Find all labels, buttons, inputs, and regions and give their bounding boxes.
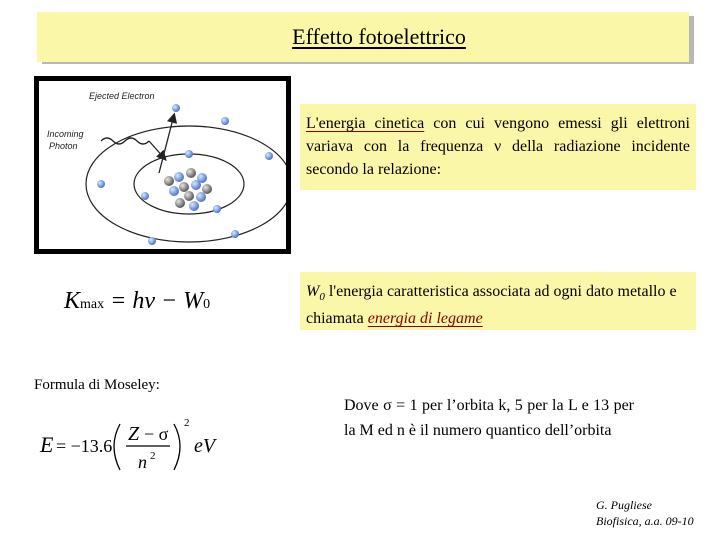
ejected-electron-arrow — [159, 115, 174, 173]
moseley-n: n — [138, 452, 147, 472]
incoming-photon-arrow — [149, 141, 165, 159]
atom-diagram — [34, 76, 291, 254]
page-title: Effetto fotoelettrico — [292, 24, 466, 49]
inner-orbit — [134, 154, 244, 214]
ejected-electron-label: Ejected Electron — [89, 91, 155, 101]
electron — [141, 192, 149, 200]
moseley-unit: eV — [194, 435, 216, 457]
electron — [213, 205, 221, 213]
left-paren — [114, 424, 120, 470]
kmax-formula — [64, 288, 210, 315]
electron — [185, 150, 193, 158]
photon-label: Photon — [49, 141, 78, 151]
electron — [148, 237, 156, 245]
intro-lead: L'energia cinetica — [306, 115, 425, 132]
moseley-minus-sigma: − σ — [144, 424, 169, 444]
moseley-eq: = −13.6 — [56, 436, 113, 456]
kmax-symbol: K — [64, 288, 81, 314]
atom-diagram-svg — [39, 81, 286, 249]
signature — [596, 497, 720, 529]
moseley-label: Formula di Moseley: — [34, 377, 160, 393]
kmax-rhs-subscript: 0 — [203, 297, 211, 312]
w0-subscript: 0 — [319, 291, 325, 304]
moseley-e: E — [40, 432, 54, 457]
nucleus — [164, 168, 212, 211]
title-banner — [37, 12, 689, 62]
electron — [231, 230, 239, 238]
incoming-label: Incoming — [47, 129, 84, 139]
moseley-formula — [38, 410, 228, 480]
moseley-n-exp: 2 — [150, 450, 156, 462]
kmax-rhs: = hν − W — [110, 288, 204, 314]
electron — [265, 152, 273, 160]
ejected-electron — [172, 104, 180, 112]
w0-text-box — [300, 272, 696, 330]
kmax-subscript: max — [80, 297, 105, 312]
right-paren — [174, 424, 180, 470]
w0-text: l'energia caratteristica associata ad ogni dato metallo e chiamata — [306, 283, 677, 328]
electron — [97, 180, 105, 188]
w0-symbol: W — [306, 283, 320, 300]
electron — [221, 117, 229, 125]
moseley-paren-exp: 2 — [184, 417, 190, 429]
course: Biofisica, a.a. 09-10 — [596, 514, 694, 528]
binding-energy-term: energia di legame — [367, 310, 483, 328]
intro-rest: con cui vengono emessi gli elettroni variava con la frequenza ν della radiazione incidente secondo la relazione: — [306, 115, 691, 178]
author: G. Pugliese — [596, 498, 652, 512]
moseley-z: Z — [128, 423, 140, 445]
intro-text-box — [300, 104, 696, 190]
sigma-explanation: Dove σ = 1 per l’orbita k, 5 per la L e 13 per la M ed n è il numero quantico dell’orbita — [344, 397, 634, 439]
